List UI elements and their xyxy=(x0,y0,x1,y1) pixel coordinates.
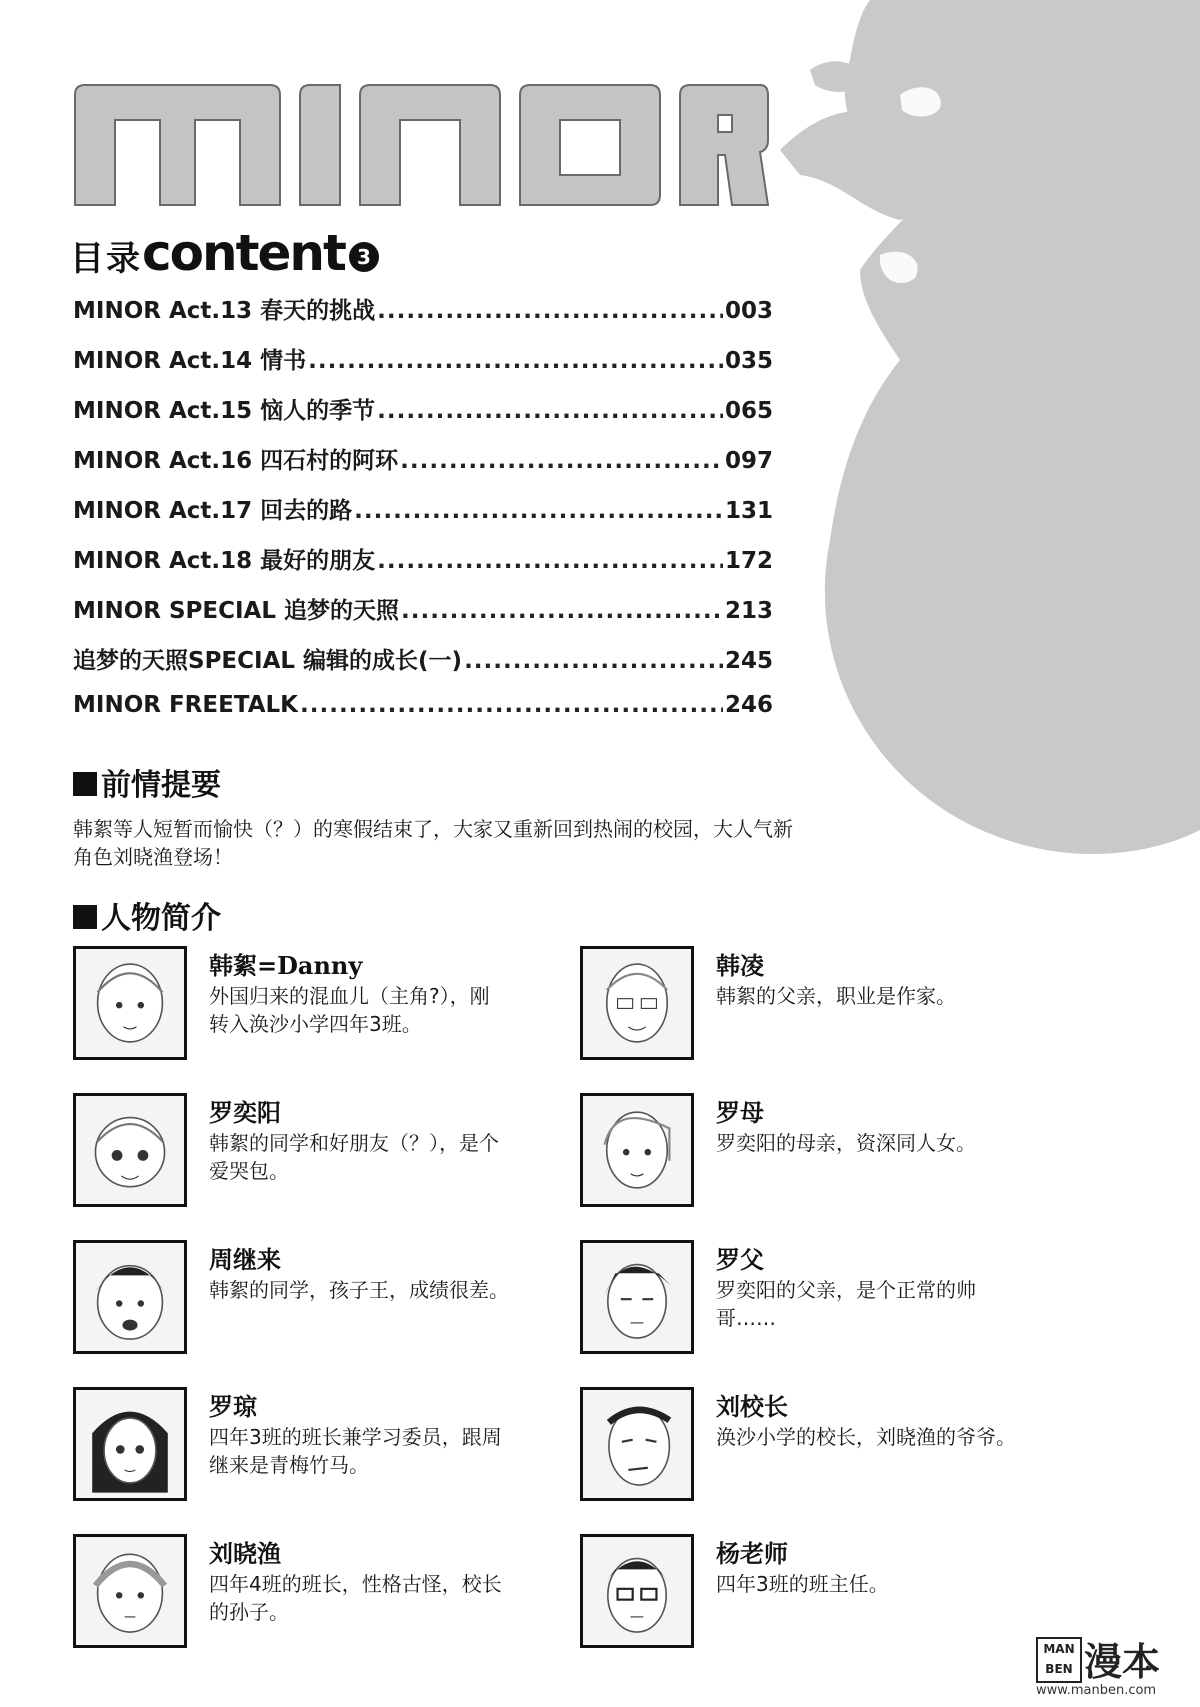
character-card xyxy=(580,1240,1040,1362)
character-description: 罗奕阳的父亲，是个正常的帅哥…… xyxy=(716,1278,976,1330)
character-card xyxy=(580,1387,1040,1509)
character-name: 罗琼 xyxy=(209,1392,257,1421)
character-name: 罗奕阳 xyxy=(209,1098,281,1127)
character-portrait xyxy=(73,1387,187,1501)
character-description: 四年3班的班主任。 xyxy=(716,1572,889,1596)
character-name: 韩絮=Danny xyxy=(209,951,363,980)
synopsis-heading: 前情提要 xyxy=(73,760,221,804)
watermark-logo-box: MAN BEN xyxy=(1036,1637,1082,1683)
toc-title xyxy=(70,224,379,282)
character-name: 刘晓渔 xyxy=(209,1539,281,1568)
toc-row[interactable] xyxy=(73,342,773,392)
watermark-url: www.manben.com xyxy=(1036,1683,1157,1698)
toc-entry-title: MINOR Act.14 情书 xyxy=(73,348,307,374)
toc-entry-title: 追梦的天照SPECIAL 编辑的成长(一) xyxy=(73,648,463,674)
toc-entry-page: 213 xyxy=(724,598,773,624)
toc-leader xyxy=(308,348,723,374)
toc-leader xyxy=(400,448,723,474)
character-portrait xyxy=(73,946,187,1060)
character-name: 周继来 xyxy=(209,1245,281,1274)
watermark-title: 漫本 xyxy=(1084,1640,1161,1684)
toc-row[interactable] xyxy=(73,592,773,642)
toc-row[interactable] xyxy=(73,542,773,592)
toc-entry-title: MINOR Act.18 最好的朋友 xyxy=(73,548,376,574)
character-card xyxy=(73,1534,533,1656)
character-description: 外国归来的混血儿（主角?），刚转入涣沙小学四年3班。 xyxy=(209,984,490,1036)
table-of-contents xyxy=(73,292,773,742)
character-portrait xyxy=(580,1093,694,1207)
character-description: 韩絮的同学，孩子王，成绩很差。 xyxy=(209,1278,509,1302)
toc-entry-page: 065 xyxy=(724,398,773,424)
character-portrait xyxy=(580,1387,694,1501)
toc-entry-page: 172 xyxy=(724,548,773,574)
character-description: 韩絮的父亲，职业是作家。 xyxy=(716,984,956,1008)
toc-entry-title: MINOR SPECIAL 追梦的天照 xyxy=(73,598,399,624)
heading-square-icon xyxy=(73,772,97,796)
characters-heading: 人物简介 xyxy=(73,893,221,937)
toc-entry-page: 245 xyxy=(724,648,773,674)
character-name: 杨老师 xyxy=(716,1539,788,1568)
toc-entry-title: MINOR Act.13 春天的挑战 xyxy=(73,298,376,324)
character-portrait xyxy=(580,1534,694,1648)
character-portrait xyxy=(73,1534,187,1648)
toc-leader xyxy=(300,692,723,718)
toc-entry-page: 131 xyxy=(724,498,773,524)
toc-entry-page: 003 xyxy=(724,298,773,324)
toc-row[interactable] xyxy=(73,292,773,342)
character-description: 涣沙小学的校长，刘晓渔的爷爷。 xyxy=(716,1425,1016,1449)
toc-title-zh: 目录 xyxy=(70,239,142,279)
toc-leader xyxy=(377,298,723,324)
character-portrait xyxy=(73,1240,187,1354)
toc-leader xyxy=(464,648,723,674)
toc-entry-page: 097 xyxy=(724,448,773,474)
character-card xyxy=(73,1387,533,1509)
toc-entry-title: MINOR FREETALK xyxy=(73,692,298,718)
heading-square-icon xyxy=(73,905,97,929)
character-name: 罗父 xyxy=(716,1245,764,1274)
character-name: 韩凌 xyxy=(716,951,764,980)
character-card xyxy=(580,946,1040,1068)
character-portrait xyxy=(580,946,694,1060)
toc-entry-title: MINOR Act.15 恼人的季节 xyxy=(73,398,376,424)
character-portrait xyxy=(73,1093,187,1207)
character-description: 罗奕阳的母亲，资深同人女。 xyxy=(716,1131,976,1155)
character-card xyxy=(580,1093,1040,1215)
toc-row[interactable] xyxy=(73,642,773,692)
character-card xyxy=(580,1534,1040,1656)
toc-entry-title: MINOR Act.17 回去的路 xyxy=(73,498,353,524)
toc-entry-page: 035 xyxy=(724,348,773,374)
toc-leader xyxy=(377,398,723,424)
toc-title-en: content xyxy=(142,224,345,282)
character-card xyxy=(73,1240,533,1362)
character-portrait xyxy=(580,1240,694,1354)
toc-entry-title: MINOR Act.16 四石村的阿环 xyxy=(73,448,399,474)
toc-leader xyxy=(354,498,723,524)
character-description: 四年3班的班长兼学习委员，跟周继来是青梅竹马。 xyxy=(209,1425,502,1477)
character-name: 罗母 xyxy=(716,1098,764,1127)
toc-leader xyxy=(377,548,723,574)
synopsis-text: 韩絮等人短暂而愉快（？）的寒假结束了，大家又重新回到热闹的校园，大人气新角色刘晓渔登场！ xyxy=(73,817,793,869)
toc-row[interactable] xyxy=(73,692,773,742)
character-name: 刘校长 xyxy=(716,1392,788,1421)
character-card xyxy=(73,1093,533,1215)
watermark xyxy=(1036,1637,1186,1697)
toc-row[interactable] xyxy=(73,392,773,442)
toc-leader xyxy=(401,598,723,624)
toc-row[interactable] xyxy=(73,492,773,542)
character-card xyxy=(73,946,533,1068)
toc-entry-page: 246 xyxy=(724,692,773,718)
character-description: 四年4班的班长，性格古怪，校长的孙子。 xyxy=(209,1572,502,1624)
minor-logo xyxy=(70,80,770,210)
toc-row[interactable] xyxy=(73,442,773,492)
volume-number-badge: 3 xyxy=(349,242,379,272)
character-description: 韩絮的同学和好朋友（？），是个爱哭包。 xyxy=(209,1131,499,1183)
